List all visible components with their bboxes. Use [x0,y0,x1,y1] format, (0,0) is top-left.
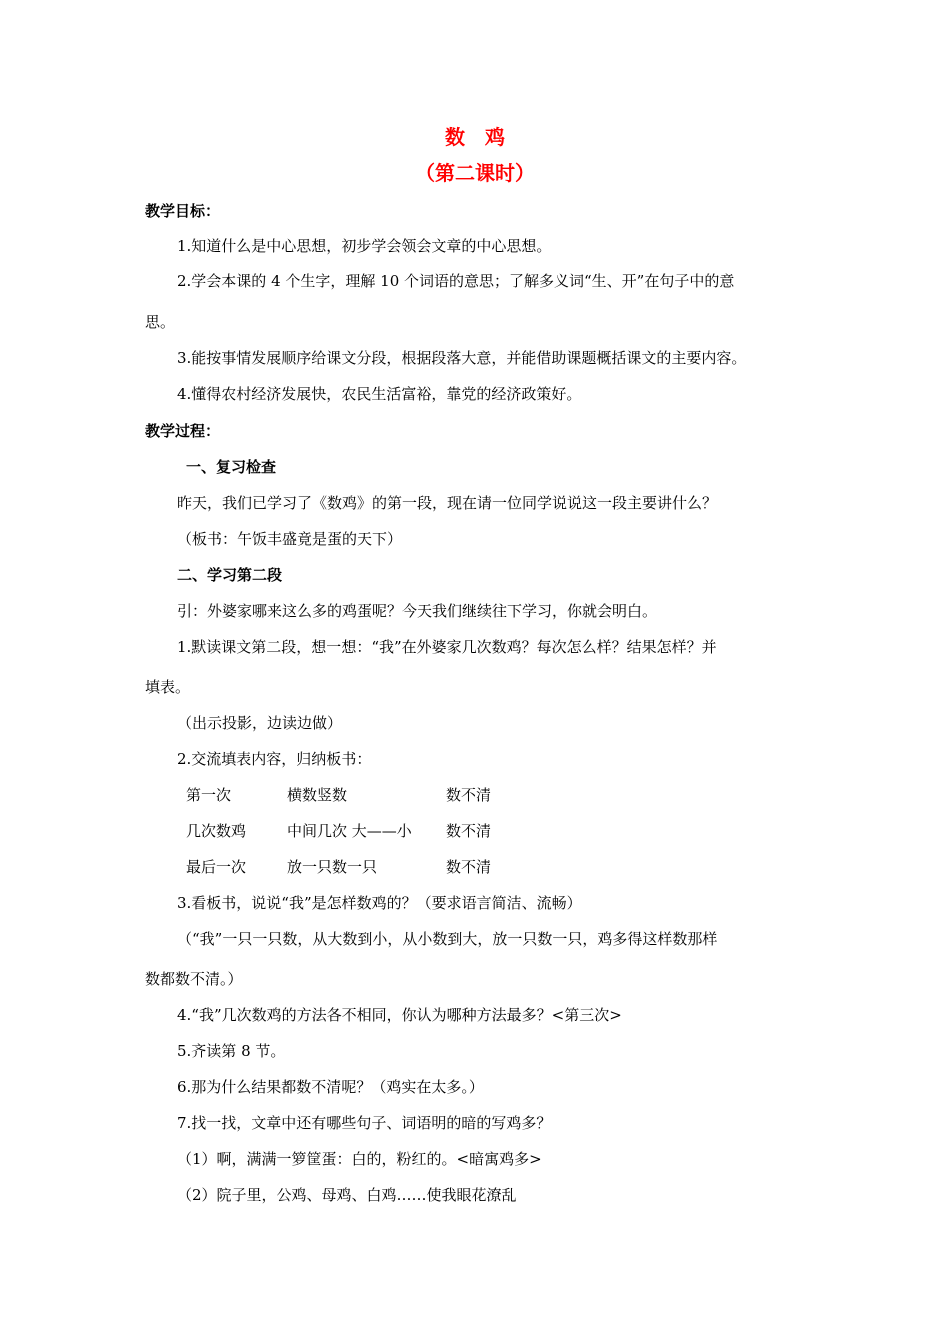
step-1-note: （出示投影，边读边做） [177,714,343,732]
step-6: 6.那为什么结果都数不清呢？（鸡实在太多。） [177,1078,484,1096]
goal-2-continued: 思。 [145,313,176,331]
step-3-answer-continued: 数都数不清。） [145,970,243,988]
step-7-item-1: （1）啊，满满一箩筐蛋：白的，粉红的。<暗寓鸡多> [177,1150,542,1168]
process-heading: 教学过程： [145,422,221,440]
document-title: 数 鸡 [445,125,505,149]
board-cell: 中间几次 大——小 [287,822,412,840]
goal-2: 2.学会本课的 4 个生字，理解 10 个词语的意思；了解多义词“生、开”在句子中的意 [177,272,735,290]
step-5: 5.齐读第 8 节。 [177,1042,286,1060]
board-cell: 第一次 [186,786,232,804]
goal-1: 1.知道什么是中心思想，初步学会领会文章的中心思想。 [177,237,552,255]
step-3-answer: （“我”一只一只数，从大数到小，从小数到大，放一只数一只，鸡多得这样数那样 [177,930,718,948]
section-1-heading: 一、复习检查 [186,458,277,476]
section-2-heading: 二、学习第二段 [177,566,283,584]
paragraph: 引：外婆家哪来这么多的鸡蛋呢？今天我们继续往下学习，你就会明白。 [177,602,658,620]
goal-3: 3.能按事情发展顺序给课文分段，根据段落大意，并能借助课题概括课文的主要内容。 [177,349,747,367]
board-cell: 数不清 [446,822,492,840]
board-cell: 放一只数一只 [287,858,378,876]
step-4: 4.“我”几次数鸡的方法各不相同，你认为哪种方法最多？<第三次> [177,1006,622,1024]
step-7: 7.找一找，文章中还有哪些句子、词语明的暗的写鸡多？ [177,1114,552,1132]
step-2: 2.交流填表内容，归纳板书： [177,750,372,768]
step-7-item-2: （2）院子里，公鸡、母鸡、白鸡……使我眼花潦乱 [177,1186,517,1204]
goals-heading: 教学目标： [145,202,221,220]
board-cell: 几次数鸡 [186,822,247,840]
document-subtitle: （第二课时） [415,161,535,185]
step-1-continued: 填表。 [145,678,191,696]
paragraph: 昨天，我们已学习了《数鸡》的第一段，现在请一位同学说说这一段主要讲什么？ [177,494,718,512]
board-cell: 数不清 [446,786,492,804]
board-note: （板书：午饭丰盛竟是蛋的天下） [177,530,403,548]
step-1: 1.默读课文第二段，想一想：“我”在外婆家几次数鸡？每次怎么样？结果怎样？并 [177,638,717,656]
board-cell: 横数竖数 [287,786,348,804]
board-cell: 最后一次 [186,858,247,876]
board-cell: 数不清 [446,858,492,876]
step-3: 3.看板书，说说“我”是怎样数鸡的？（要求语言简洁、流畅） [177,894,582,912]
goal-4: 4.懂得农村经济发展快，农民生活富裕，靠党的经济政策好。 [177,385,582,403]
